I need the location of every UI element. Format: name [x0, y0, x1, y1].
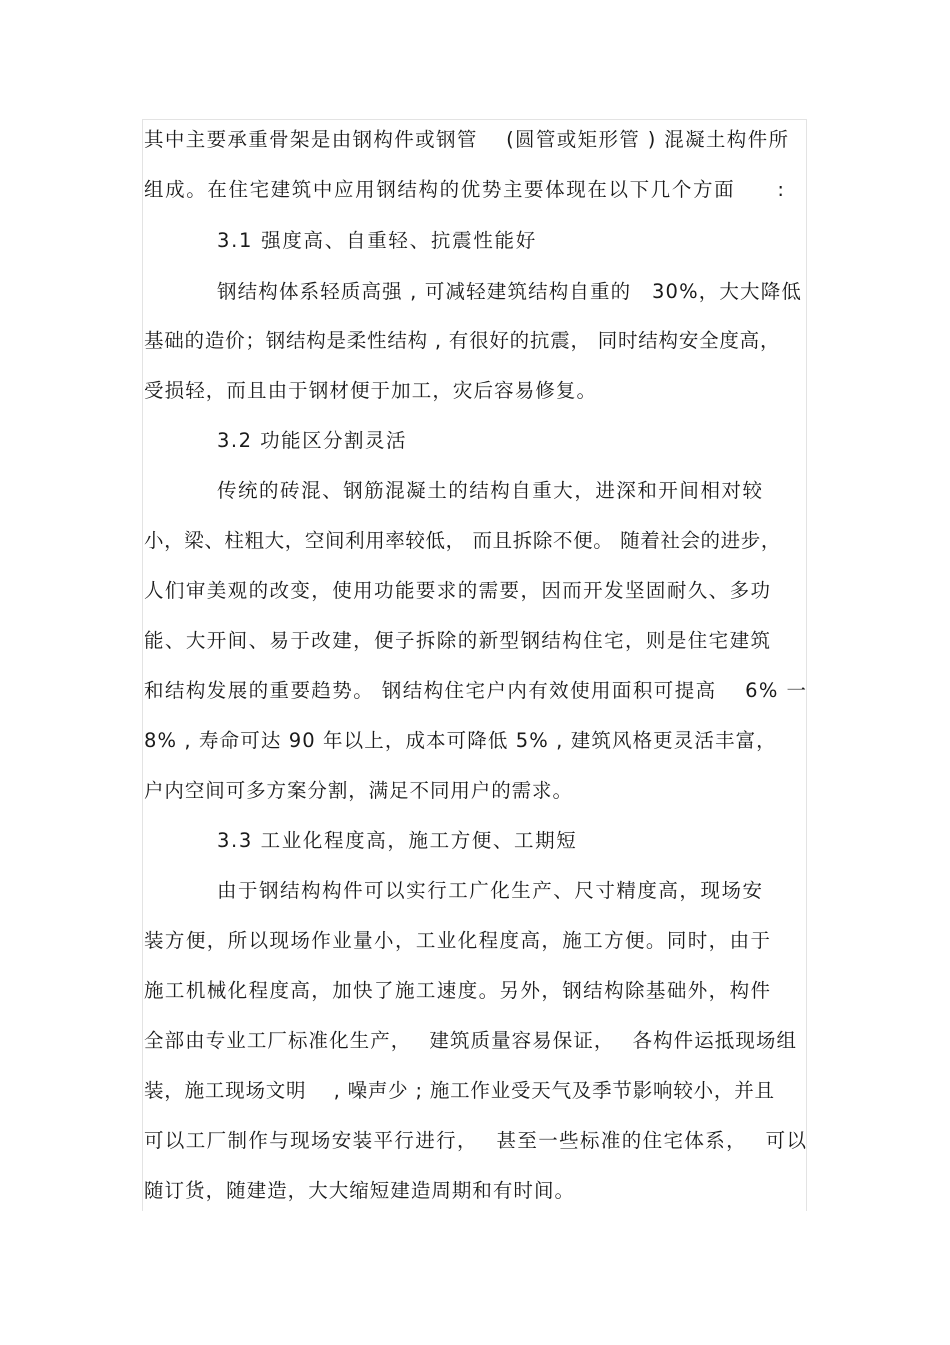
paragraph-line: 能、大开间、易于改建，便子拆除的新型钢结构住宅，则是住宅建筑 — [144, 629, 772, 652]
paragraph-line: 全部由专业工厂标准化生产， 建筑质量容易保证， 各构件运抵现场组 — [144, 1029, 798, 1052]
paragraph-line: 和结构发展的重要趋势。 钢结构住宅户内有效使用面积可提高 6% 一 — [144, 679, 808, 702]
section-heading-3-1: 3.1 强度高、自重轻、抗震性能好 — [217, 229, 537, 252]
paragraph-line: 由于钢结构构件可以实行工广化生产、尺寸精度高，现场安 — [217, 879, 764, 902]
paragraph-line: 施工机械化程度高，加快了施工速度。另外，钢结构除基础外，构件 — [144, 979, 772, 1002]
paragraph-line: 可以工厂制作与现场安装平行进行， 甚至一些标准的住宅体系， 可以 — [144, 1129, 808, 1152]
paragraph-line: 组成。在住宅建筑中应用钢结构的优势主要体现在以下几个方面 : — [144, 178, 786, 201]
section-heading-3-3: 3.3 工业化程度高，施工方便、工期短 — [217, 829, 578, 852]
paragraph-line: 其中主要承重骨架是由钢构件或钢管 (圆管或矩形管 ) 混凝土构件所 — [144, 128, 790, 151]
paragraph-line: 基础的造价；钢结构是柔性结构 , 有很好的抗震， 同时结构安全度高， — [144, 329, 781, 352]
paragraph-line: 钢结构体系轻质高强 , 可减轻建筑结构自重的 30%，大大降低 — [217, 280, 802, 303]
paragraph-line: 传统的砖混、钢筋混凝土的结构自重大，进深和开间相对较 — [217, 479, 764, 502]
section-heading-3-2: 3.2 功能区分割灵活 — [217, 429, 407, 452]
paragraph-line: 装，施工现场文明 , 噪声少 ; 施工作业受天气及季节影响较小，并且 — [144, 1079, 775, 1102]
paragraph-line: 8% , 寿命可达 90 年以上，成本可降低 5% , 建筑风格更灵活丰富， — [144, 729, 777, 752]
paragraph-line: 户内空间可多方案分割，满足不同用户的需求。 — [144, 779, 573, 802]
paragraph-line: 随订货，随建造，大大缩短建造周期和有时间。 — [144, 1179, 576, 1202]
paragraph-line: 人们审美观的改变，使用功能要求的需要，因而开发坚固耐久、多功 — [144, 579, 772, 602]
paragraph-line: 受损轻，而且由于钢材便于加工，灾后容易修复。 — [144, 379, 598, 402]
paragraph-line: 装方便，所以现场作业量小，工业化程度高，施工方便。同时，由于 — [144, 929, 772, 952]
paragraph-line: 小，梁、柱粗大，空间利用率较低， 而且拆除不便。 随着社会的进步， — [144, 529, 781, 552]
